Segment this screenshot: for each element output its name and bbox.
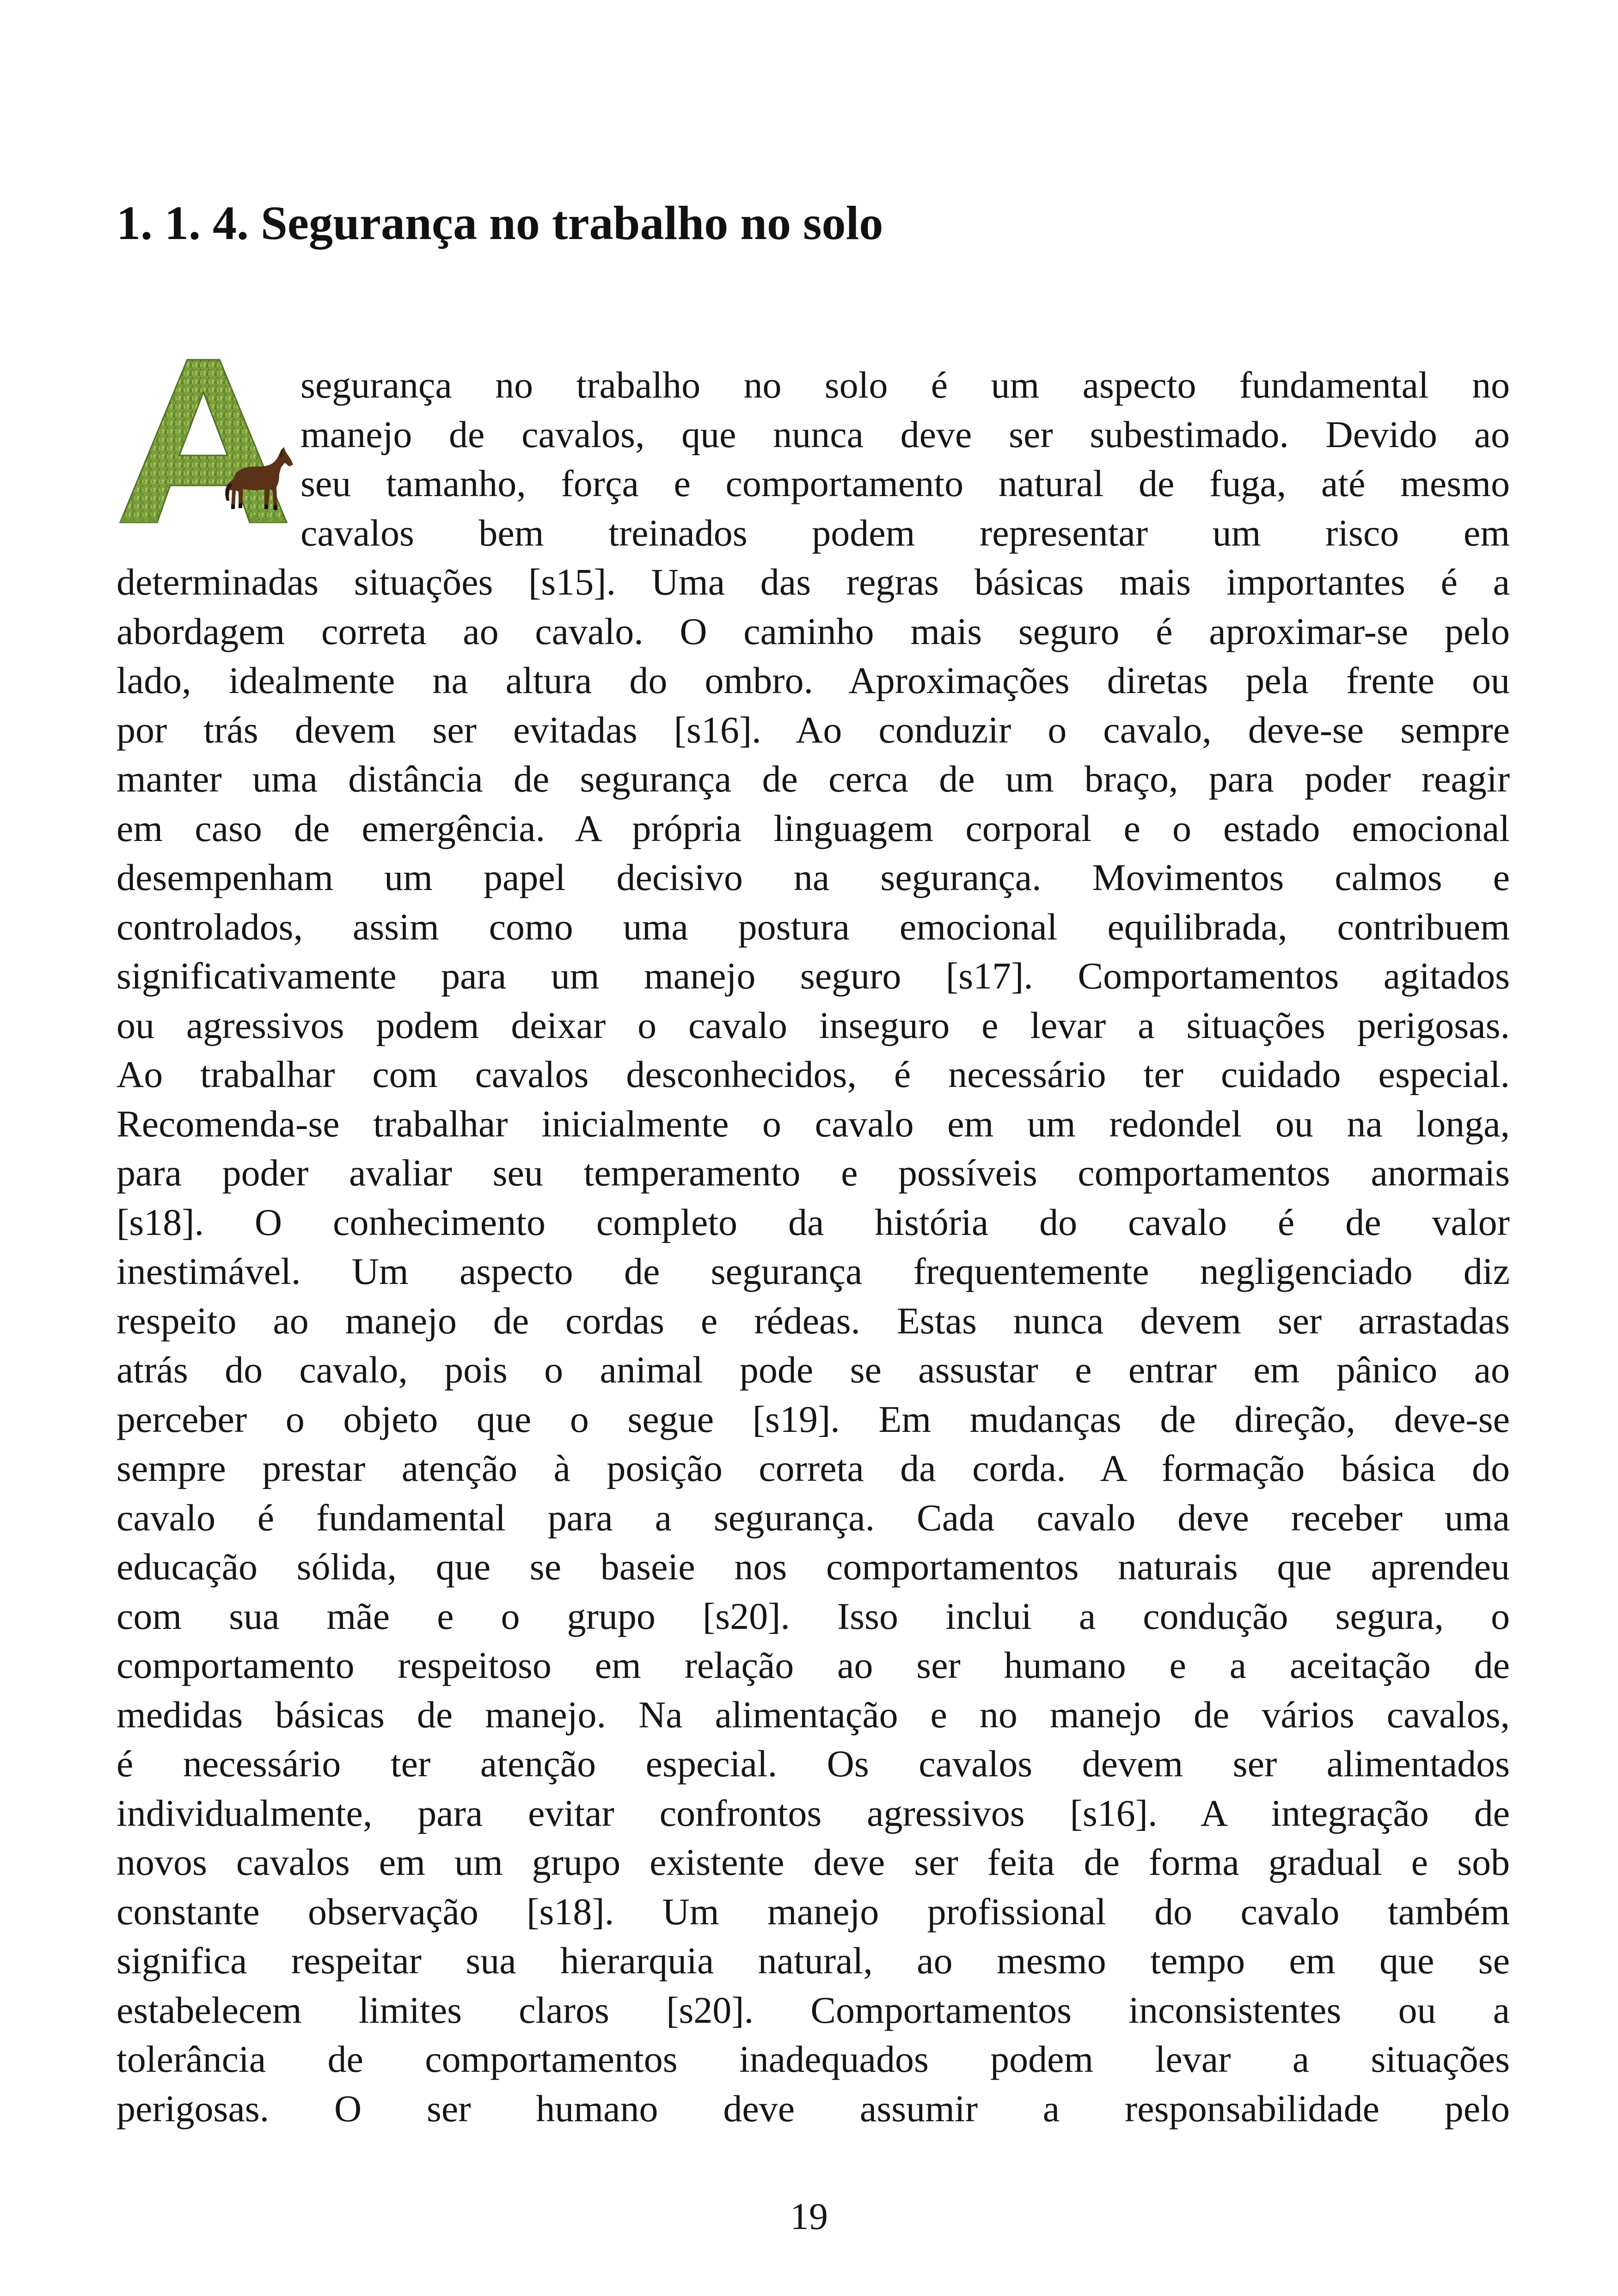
body-line: significa respeitar sua hierarquia natural, ao mesmo tempo em que se [116, 1940, 1510, 1982]
body-line: é necessário ter atenção especial. Os cavalos devem ser alimentados [116, 1743, 1510, 1785]
body-line: individualmente, para evitar confrontos agressivos [s16]. A integração de [116, 1792, 1510, 1834]
body-line: controlados, assim como uma postura emocional equilibrada, contribuem [116, 905, 1510, 948]
body-line: sempre prestar atenção à posição correta da corda. A formação básica do [116, 1447, 1510, 1489]
body-line: comportamento respeitoso em relação ao ser humano e a aceitação de [116, 1644, 1510, 1686]
body-line: lado, idealmente na altura do ombro. Aproximações diretas pela frente ou [116, 659, 1510, 701]
body-line: manejo de cavalos, que nunca deve ser subestimado. Devido ao [300, 413, 1510, 455]
body-line: respeito ao manejo de cordas e rédeas. Estas nunca devem ser arrastadas [116, 1299, 1510, 1342]
body-line: segurança no trabalho no solo é um aspecto fundamental no [300, 364, 1510, 406]
body-line: por trás devem ser evitadas [s16]. Ao conduzir o cavalo, deve-se sempre [116, 708, 1510, 751]
body-text [116, 361, 1510, 2133]
body-line: atrás do cavalo, pois o animal pode se assustar e entrar em pânico ao [116, 1349, 1510, 1391]
page-number: 19 [790, 2195, 828, 2237]
body-line: estabelecem limites claros [s20]. Comportamentos inconsistentes ou a [116, 1989, 1510, 2031]
body-line: abordagem correta ao cavalo. O caminho mais seguro é aproximar-se pelo [116, 610, 1510, 652]
body-line: inestimável. Um aspecto de segurança frequentemente negligenciado diz [116, 1250, 1510, 1292]
body-line: perceber o objeto que o segue [s19]. Em mudanças de direção, deve-se [116, 1398, 1510, 1440]
body-line: cavalo é fundamental para a segurança. Cada cavalo deve receber uma [116, 1496, 1510, 1539]
body-line: seu tamanho, força e comportamento natural de fuga, até mesmo [300, 462, 1510, 504]
body-line: ou agressivos podem deixar o cavalo inseguro e levar a situações perigosas. [116, 1004, 1510, 1046]
body-line: Recomenda-se trabalhar inicialmente o cavalo em um redondel ou na longa, [116, 1102, 1510, 1145]
body-line: com sua mãe e o grupo [s20]. Isso inclui a condução segura, o [116, 1595, 1510, 1637]
body-line: novos cavalos em um grupo existente deve ser feita de forma gradual e sob [116, 1841, 1510, 1883]
body-line: desempenham um papel decisivo na segurança. Movimentos calmos e [116, 856, 1510, 898]
body-line: determinadas situações [s15]. Uma das regras básicas mais importantes é a [116, 561, 1510, 603]
body-line: [s18]. O conhecimento completo da história do cavalo é de valor [116, 1201, 1510, 1243]
body-line: em caso de emergência. A própria linguagem corporal e o estado emocional [116, 807, 1510, 849]
body-line: cavalos bem treinados podem representar um risco em [300, 511, 1510, 554]
body-line: Ao trabalhar com cavalos desconhecidos, é necessário ter cuidado especial. [116, 1053, 1510, 1095]
body-line: manter uma distância de segurança de cerca de um braço, para poder reagir [116, 758, 1510, 800]
body-line: medidas básicas de manejo. Na alimentação e no manejo de vários cavalos, [116, 1693, 1510, 1736]
body-line: constante observação [s18]. Um manejo profissional do cavalo também [116, 1890, 1510, 1933]
body-line: significativamente para um manejo seguro [s17]. Comportamentos agitados [116, 955, 1510, 997]
body-line: perigosas. O ser humano deve assumir a responsabilidade pelo [116, 2087, 1510, 2130]
section-heading: 1. 1. 4. Segurança no trabalho no solo [116, 196, 883, 250]
body-line: educação sólida, que se baseie nos comportamentos naturais que aprendeu [116, 1546, 1510, 1588]
body-line: tolerância de comportamentos inadequados podem levar a situações [116, 2038, 1510, 2080]
body-line: para poder avaliar seu temperamento e possíveis comportamentos anormais [116, 1152, 1510, 1194]
